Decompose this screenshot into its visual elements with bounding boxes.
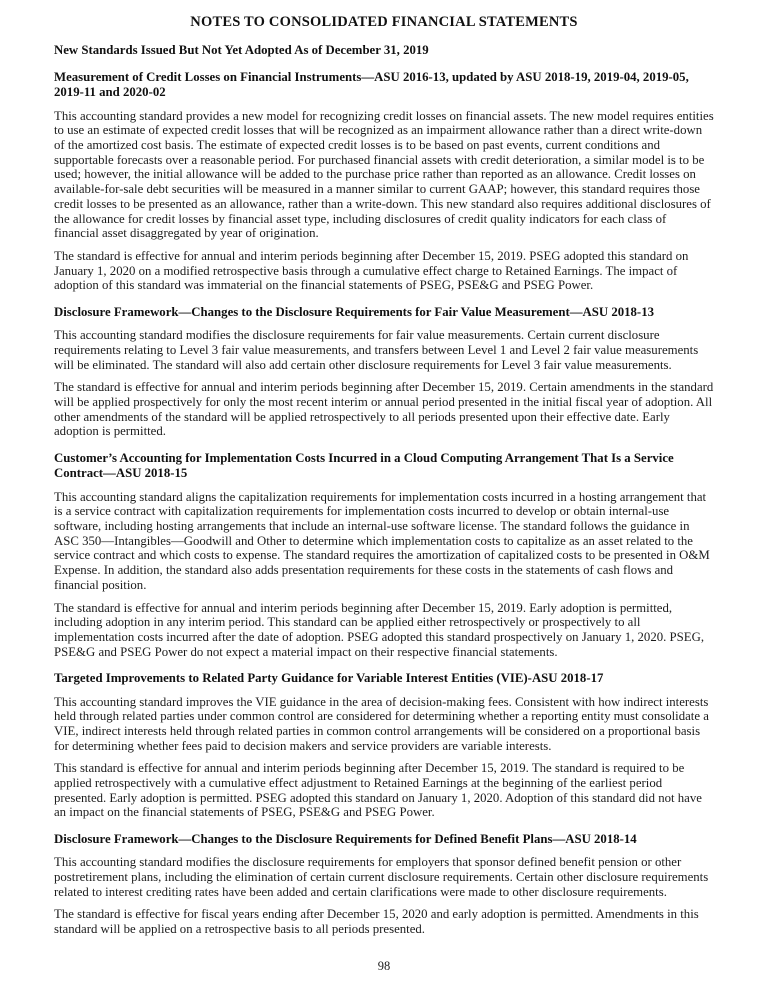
paragraph: The standard is effective for annual and interim periods beginning after December 15, 2019. Certain amendments in the standard will be applied prospectively for only the most recent interim or annual period presented in the initial fiscal year of adoption. All other amendments of the standard will be applied retrospectively to all periods presented upon their effective date. Early adoption is permitted. bbox=[54, 380, 714, 439]
section-heading: Disclosure Framework—Changes to the Disclosure Requirements for Fair Value Measurement—ASU 2018-13 bbox=[54, 305, 654, 320]
paragraph: This accounting standard modifies the disclosure requirements for employers that sponsor defined benefit pension or other postretirement plans, including the elimination of certain current disclosure requirements. Certain other disclosure requirements related to interest crediting rates have been added and certain clarifications were made to other disclosure requirements. bbox=[54, 855, 709, 899]
paragraph: The standard is effective for fiscal years ending after December 15, 2020 and early adoption is permitted. Amendments in this standard will be applied on a retrospective basis to all periods presented. bbox=[54, 907, 699, 937]
section-heading: Customer’s Accounting for Implementation Costs Incurred in a Cloud Computing Arrangement That Is a Service Contract—ASU 2018-15 bbox=[54, 451, 674, 481]
paragraph: This accounting standard improves the VIE guidance in the area of decision-making fees. Consistent with how indirect interests held through related parties under common control are considered for determining whether a reporting entity must consolidate a VIE, indirect interests held through related parties in common control arrangements will be considered on a proportional basis for determining whether fees paid to decision makers and service providers are variable interests. bbox=[54, 694, 709, 753]
paragraph: This standard is effective for annual and interim periods beginning after December 15, 2019. The standard is required to be applied retrospectively with a cumulative effect adjustment to Retained Earnings at the beginning of the earliest period presented. Early adoption is permitted. PSEG adopted this standard on January 1, 2020. Adoption of this standard did not have an impact on the financial statements of PSEG, PSE&G and PSEG Power. bbox=[54, 761, 702, 820]
section-heading: New Standards Issued But Not Yet Adopted As of December 31, 2019 bbox=[54, 43, 429, 57]
paragraph: This accounting standard provides a new model for recognizing credit losses on financial assets. The new model requires entities to use an estimate of expected credit losses that will be recognized as an impairment allowance rather than a direct write-down of the amortized cost basis. The estimate of expected credit losses is to be based on past events, current conditions and supportable forecasts over a reasonable period. For purchased financial assets with credit deterioration, a similar model is to be used; however, the initial allowance will be added to the purchase price rather than reported as an allowance. Credit losses on available-for-sale debt securities will be measured in a manner similar to current GAAP; however, this standard requires those credit losses to be presented as an allowance, rather than a write-down. This new standard also requires additional disclosures of the allowance for credit losses by financial asset type, including disclosures of credit quality indicators for each class of financial asset disaggregated by year of origination. bbox=[54, 108, 714, 241]
paragraph: The standard is effective for annual and interim periods beginning after December 15, 2019. Early adoption is permitted, including adoption in any interim period. This standard can be applied either retrospectively or prospectively to all implementation costs incurred after the date of adoption. PSEG adopted this standard prospectively on January 1, 2020. PSEG, PSE&G and PSEG Power do not expect a material impact on their respective financial statements. bbox=[54, 600, 705, 659]
paragraph: The standard is effective for annual and interim periods beginning after December 15, 2019. PSEG adopted this standard on January 1, 2020 on a modified retrospective basis through a cumulative effect charge to Retained Earnings. The impact of adoption of this standard was immaterial on the financial statements of PSEG, PSE&G and PSEG Power. bbox=[54, 248, 689, 293]
paragraph: This accounting standard aligns the capitalization requirements for implementation costs incurred in a hosting arrangement that is a service contract with capitalization requirements for implementation costs incurred to develop or obtain internal-use software, including hosting arrangements that include an internal-use software license. The standard follows the guidance in ASC 350—Intangibles—Goodwill and Other to determine which implementation costs to capitalize as an asset related to the service contract and which costs to expense. The standard requires the amortization of capitalized costs to be presented in O&M Expense. In addition, the standard also adds presentation requirements for these costs in the statements of cash flows and financial position. bbox=[54, 489, 710, 592]
page-title: NOTES TO CONSOLIDATED FINANCIAL STATEMENTS bbox=[190, 14, 578, 30]
section-heading: Disclosure Framework—Changes to the Disclosure Requirements for Defined Benefit Plans—ASU 2018-14 bbox=[54, 832, 637, 847]
section-heading: Targeted Improvements to Related Party Guidance for Variable Interest Entities (VIE)-ASU 2018-17 bbox=[54, 671, 604, 686]
document-body bbox=[54, 43, 714, 937]
section-heading: Measurement of Credit Losses on Financial Instruments—ASU 2016-13, updated by ASU 2018-19, 2019-04, 2019-05, 2019-11 and 2020-02 bbox=[54, 70, 689, 100]
paragraph: This accounting standard modifies the disclosure requirements for fair value measurements. Certain current disclosure requirements relating to Level 3 fair value measurements, and transfers between Level 1 and Level 2 fair value measurements will be eliminated. The standard will also add certain other disclosure requirements for Level 3 fair value measurements. bbox=[54, 328, 699, 372]
page-number: 98 bbox=[377, 959, 391, 973]
